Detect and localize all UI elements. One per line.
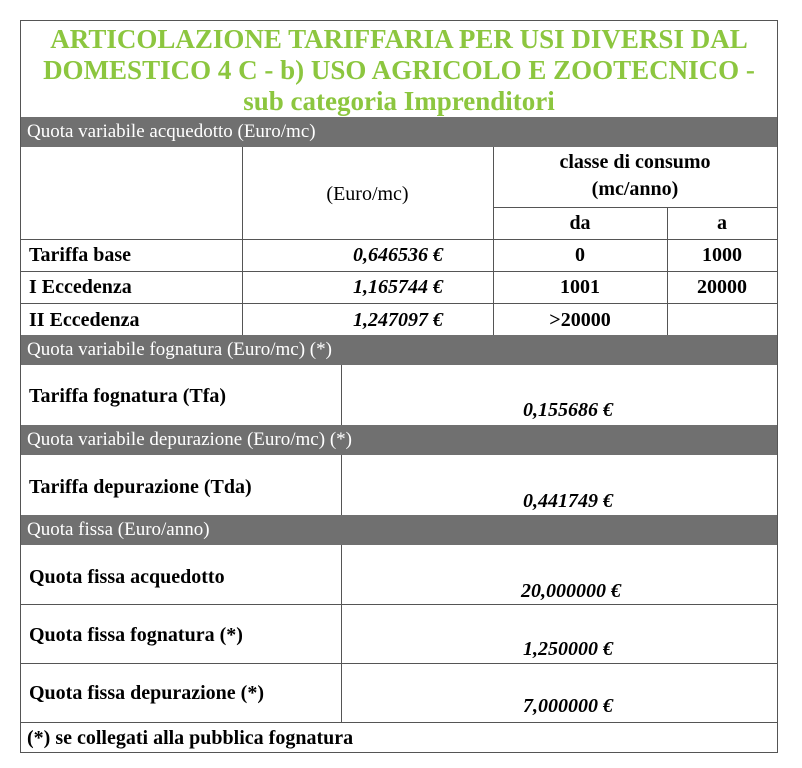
quota-fissa-fognatura-value: 1,250000 €: [523, 638, 613, 660]
row-da-i-eccedenza: 1001: [560, 276, 600, 298]
da-header: da: [569, 212, 591, 234]
divider: [21, 722, 777, 723]
row-a-i-eccedenza: 20000: [697, 276, 747, 298]
divider: [493, 207, 777, 208]
divider: [21, 663, 777, 664]
row-da-tariffa-base: 0: [575, 244, 585, 266]
tariffa-depurazione-label: Tariffa depurazione (Tda): [29, 476, 252, 498]
quota-fissa-acquedotto-label: Quota fissa acquedotto: [29, 566, 225, 588]
classe-consumo-unit: (mc/anno): [591, 178, 679, 200]
tariffa-fognatura-label: Tariffa fognatura (Tfa): [29, 385, 227, 407]
row-a-tariffa-base: 1000: [702, 244, 742, 266]
unit-column-header: (Euro/mc): [326, 183, 409, 205]
section-header-acquedotto: Quota variabile acquedotto (Euro/mc): [21, 117, 777, 147]
divider: [493, 147, 494, 335]
section-header-quota-fissa: Quota fissa (Euro/anno): [21, 515, 777, 545]
row-value-tariffa-base: 0,646536 €: [353, 244, 443, 266]
divider: [21, 604, 777, 605]
section-header-fognatura: Quota variabile fognatura (Euro/mc) (*): [21, 335, 777, 365]
table-title: [21, 21, 777, 117]
quota-fissa-depurazione-value: 7,000000 €: [523, 695, 613, 717]
divider: [242, 147, 243, 335]
row-value-i-eccedenza: 1,165744 €: [353, 276, 443, 298]
row-label-tariffa-base: Tariffa base: [29, 244, 132, 266]
divider: [21, 239, 777, 240]
row-da-ii-eccedenza: >20000: [549, 309, 611, 331]
tariffa-fognatura-value: 0,155686 €: [523, 399, 613, 421]
divider: [341, 455, 342, 515]
divider: [21, 271, 777, 272]
divider: [341, 545, 342, 723]
tariffa-depurazione-value: 0,441749 €: [523, 490, 613, 512]
quota-fissa-depurazione-label: Quota fissa depurazione (*): [29, 682, 264, 704]
section-header-depurazione: Quota variabile depurazione (Euro/mc) (*): [21, 425, 777, 455]
footnote: (*) se collegati alla pubblica fognatura: [27, 727, 354, 749]
title-line-1: ARTICOLAZIONE TARIFFARIA PER USI DIVERSI DAL: [50, 24, 748, 54]
divider: [341, 365, 342, 425]
quota-fissa-fognatura-label: Quota fissa fognatura (*): [29, 624, 243, 646]
title-line-3: sub categoria Imprenditori: [243, 86, 555, 116]
title-line-2: DOMESTICO 4 C - b) USO AGRICOLO E ZOOTECNICO -: [43, 55, 755, 85]
classe-consumo-header: classe di consumo: [559, 151, 711, 173]
tariff-table: [20, 20, 778, 753]
quota-fissa-acquedotto-value: 20,000000 €: [521, 580, 621, 602]
row-label-ii-eccedenza: II Eccedenza: [29, 309, 140, 331]
divider: [21, 303, 777, 304]
a-header: a: [717, 212, 727, 234]
row-value-ii-eccedenza: 1,247097 €: [353, 309, 443, 331]
row-label-i-eccedenza: I Eccedenza: [29, 276, 132, 298]
